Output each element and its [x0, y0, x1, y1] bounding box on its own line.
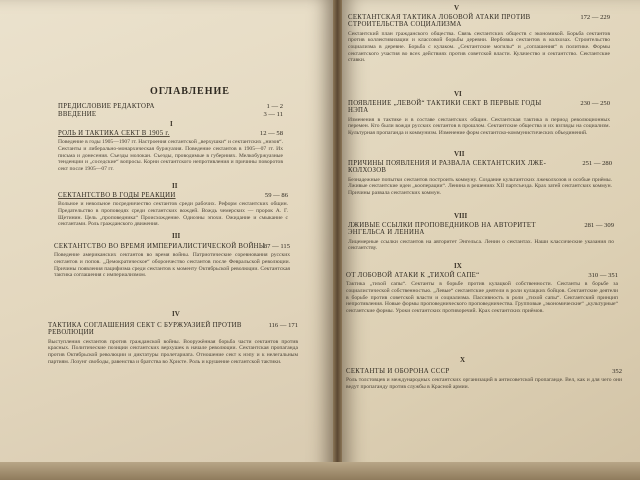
toc-entry-label: ВВЕДЕНИЕ [58, 111, 97, 118]
toc-title: ОГЛАВЛЕНИЕ [150, 86, 230, 97]
page-bottom-edge [0, 462, 640, 480]
chapter-number: IV [172, 310, 180, 318]
chapter-number: VII [454, 150, 465, 158]
toc-chapter [348, 100, 610, 137]
chapter-title: ТАКТИКА СОГЛАШЕНИЯ СЕКТ С БУРЖУАЗИЕЙ ПРОТИВ РЕВОЛЮЦИИ [48, 322, 242, 337]
chapter-title: ПРИЧИНЫ ПОЯВЛЕНИЯ И РАЗВАЛА СЕКТАНТСКИХ ЛЖЕ-КОЛХОЗОВ [348, 160, 547, 175]
chapter-title: ПОЯВЛЕНИЕ „ЛЕВОЙ“ ТАКТИКИ СЕКТ В ПЕРВЫЕ ГОДЫ НЭПА [348, 100, 542, 115]
toc-entry [58, 111, 283, 118]
chapter-summary: Лицемерные ссылки сектантов на авторитет Энгельса. Ленин о сектантах. Наши классические указания по сектантству. [348, 238, 614, 252]
toc-chapter [48, 322, 298, 365]
toc-chapter [346, 272, 618, 314]
chapter-number: I [170, 120, 173, 128]
toc-chapter [348, 14, 610, 64]
chapter-number: V [454, 4, 460, 12]
chapter-page: 172 — 229 [580, 14, 610, 21]
toc-chapter [54, 243, 290, 279]
chapter-title: СЕКТАНТСТВО ВО ВРЕМЯ ИМПЕРИАЛИСТИЧЕСКОЙ ВОЙНЫ [54, 243, 266, 250]
chapter-page: 59 — 86 [264, 192, 288, 199]
chapter-number: X [460, 356, 466, 364]
chapter-summary: Роль толстовцев и международных сектантских организаций в антисоветской пропаганде. Вел, как и для чего они ведут пропаганду против службы в Красной армии. [346, 377, 622, 390]
toc-entry-page: 3 — 11 [263, 111, 283, 118]
chapter-page: 310 — 351 [588, 272, 618, 279]
toc-chapter [58, 130, 283, 172]
toc-entry-label: ПРЕДИСЛОВИЕ РЕДАКТОРА [58, 103, 155, 110]
chapter-summary: Сектантский план гражданского общества. Связь сектантских обществ с экономикой. Борьба сектантов против коллективизации и классовой борьбы деревни. Вербовка сектантов в колхозах. Строительство социализма в деревне. Борьба с кулаком. „Сектантские могилы“ и „соглашения“ в политике. Формы сектантского участия во всех действиях против советской власти. Кулачество и сектантство. Сектантские ставки. [348, 30, 610, 64]
chapter-page: 352 [612, 368, 622, 375]
chapter-page: 12 — 58 [259, 130, 283, 137]
chapter-number: VI [454, 90, 462, 98]
chapter-summary: Тактика „тихой сапы“. Сектанты в борьбе против кулацкой собственности. Сектанты в борьбе за социалистической собственностью. „Левые“ сектантские деятели в роли кулацких бойцов. Сектантские деятели в борьбе против советской власти и социализма. Пассивность в роли „тихой сапы“. Сектантский принцип непротивления. Новые формы проповеднического проповедничества. Групповые „экономические“ „культурные“ сектантские формы. Уроки сектантских противоречий. Крах сектантских приёмов. [346, 281, 618, 314]
chapter-title: СЕКТАНТСТВО В ГОДЫ РЕАКЦИИ [58, 192, 176, 199]
chapter-number: III [172, 232, 181, 240]
toc-chapter [58, 192, 288, 228]
chapter-page: 87 — 115 [263, 243, 290, 250]
chapter-title: СЕКТАНТЫ И ОБОРОНА СССР [346, 368, 450, 375]
chapter-summary: Поведение в годы 1905—1907 гг. Настроения сектантской „верхушки“ и сектантских „низов“. Сектанты и либерально-монархическая буржуазия. Поведение сектантов в 1905—07 гг. Их письма и донесения. Съезды молокан. Съезды, проводимые в губерниях. Мелкобуржуазные тенденции и „соседские“ вопросы. Корни сектантского непротивления и причины поворотов сект после 1905—07 гг. [58, 139, 283, 172]
toc-entry [58, 103, 283, 110]
toc-chapter [348, 160, 612, 197]
toc-entry-page: 1 — 2 [266, 103, 283, 110]
chapter-summary: Изменения в тактике и в составе сектантских общин. Сектантская тактика в период революционных перемен. Кто были вожди русских сектантов в прошлом. Сектантские общества и их взгляды на социализм. Культурная пропаганда и коммунизм. Изменение форм сектантско-коммунистических объединений. [348, 116, 610, 136]
chapter-number: II [172, 182, 178, 190]
chapter-title: ЛЖИВЫЕ ССЫЛКИ ПРОПОВЕДНИКОВ НА АВТОРИТЕТ ЭНГЕЛЬСА И ЛЕНИНА [348, 222, 536, 237]
chapter-page: 230 — 250 [580, 100, 610, 107]
chapter-title: СЕКТАНТСКАЯ ТАКТИКА ЛОБОВОЙ АТАКИ ПРОТИВ СТРОИТЕЛЬСТВА СОЦИАЛИЗМА [348, 14, 531, 29]
chapter-summary: Вольное и невольное посредничество сектантов среди рабочих. Реформ сектантских общин. Предательство в проповедях среди сектантских вождей. Вождь чемерских — пророк А. Г. Щетинин. Цель „проповедника“ Происхождение. Одиозны эпохи. Ожидание и смыкание с сектантами. Роль гражданского движения. [58, 201, 288, 228]
chapter-number: IX [454, 262, 462, 270]
right-page [342, 0, 640, 480]
chapter-summary: Поведение американских сектантов во время войны. Патриотические соревнования русских сектантов и попов. „Демократическое“ оборончество сектантов после Февральской революции. Причины появления пацифизма среди сектантов к моменту Октябрьской революции. Сектантская тактика соглашения с империализмом. [54, 252, 290, 279]
chapter-summary: Безнадежные попытки сектантов построить коммуну. Создание культантских лжеколхозов и особые приёмы. Лживые сектантские идеи „кооперации“. Ленина в решениях XII партсъезда. Крах затей сектантских коммун. Причины развала сектантских коммун. [348, 176, 612, 196]
chapter-number: VIII [454, 212, 468, 220]
chapter-page: 281 — 309 [584, 222, 614, 229]
toc-chapter [346, 368, 622, 391]
chapter-page: 116 — 171 [268, 322, 298, 329]
chapter-summary: Выступления сектантов против гражданской войны. Вооружённая борьба части сектантов против красных. Политические позиции сектантских верхушек в начале революции. Сектантская пропаганда против Октябрьской революции и диктатуры пролетариата. Отношение сект к нэпу и к нелегальным партиям. Лозунг свободы, равенства и братства во Христе. Роль и крушение сектантской тактики. [48, 338, 298, 365]
book-spine [333, 0, 342, 480]
chapter-title: ОТ ЛОБОВОЙ АТАКИ К „ТИХОЙ САПЕ“ [346, 272, 480, 279]
toc-chapter [348, 222, 614, 252]
chapter-title: РОЛЬ И ТАКТИКА СЕКТ В 1905 г. [58, 130, 170, 137]
chapter-page: 251 — 280 [582, 160, 612, 167]
